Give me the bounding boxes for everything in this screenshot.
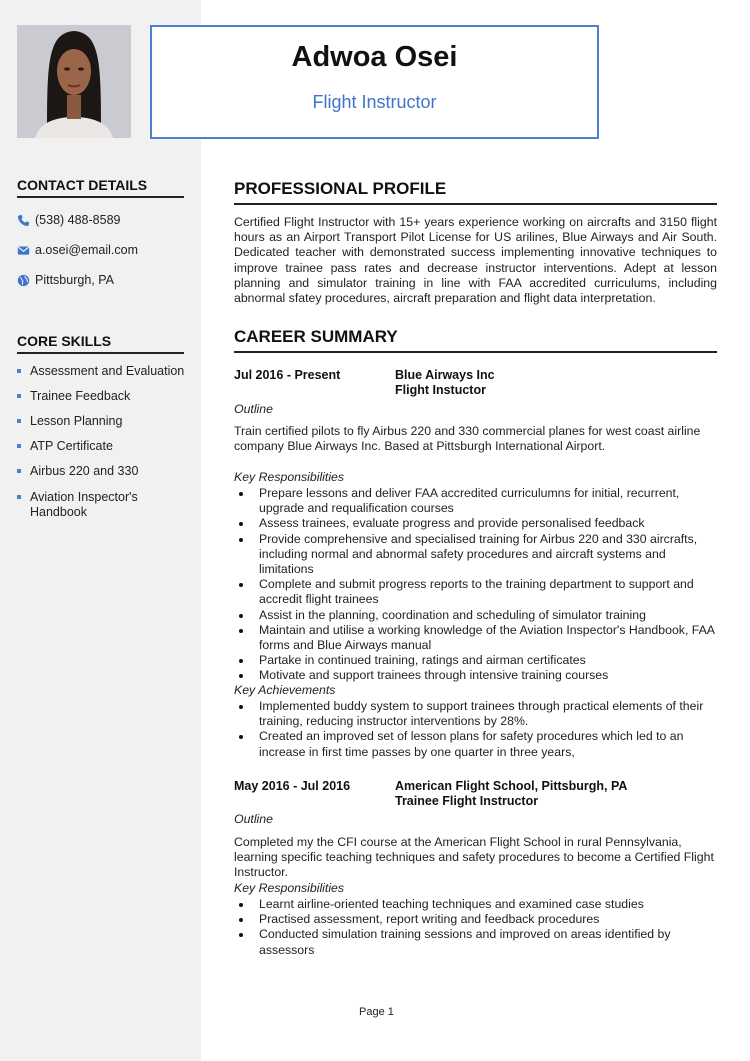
list-item: Practised assessment, report writing and feedback procedures: [234, 912, 717, 927]
globe-icon: [17, 274, 30, 287]
header-box: [150, 25, 599, 139]
job-company-role: [395, 779, 627, 809]
job-outline: Completed my the CFI course at the American Flight School in rural Pennsylvania, learning specific teaching techniques and safety procedures to become a Certified Flight Instructor.: [234, 835, 714, 880]
sidebar: [0, 0, 201, 1061]
responsibilities-label: Key Responsibilities: [234, 881, 345, 895]
achievements-label: Key Achievements: [234, 683, 336, 697]
email-link[interactable]: a.osei@email.com: [35, 243, 139, 257]
profile-heading: PROFESSIONAL PROFILE: [234, 179, 717, 205]
list-item: Assess trainees, evaluate progress and provide personalised feedback: [234, 516, 717, 531]
responsibilities-list: [234, 897, 717, 958]
job-outline: Train certified pilots to fly Airbus 220 and 330 commercial planes for west coast airline company Blue Airways Inc. Based at Pittsburgh International Airport.: [234, 424, 701, 454]
location-text: Pittsburgh, PA: [35, 273, 114, 287]
job-dates: May 2016 - Jul 2016: [234, 779, 351, 793]
skill-item: Assessment and Evaluation: [17, 364, 187, 379]
skill-item: Trainee Feedback: [17, 389, 187, 404]
bullet-icon: [17, 394, 21, 398]
skill-item: Airbus 220 and 330: [17, 464, 187, 479]
email-icon: [17, 244, 30, 257]
contact-phone: [17, 213, 120, 227]
page-number: Page 1: [359, 1006, 394, 1018]
list-item: Implemented buddy system to support trainees through practical elements of their training, reducing instructor interventions by 28%.: [234, 699, 717, 729]
job-title: Flight Instructor: [312, 92, 437, 112]
bullet-icon: [17, 419, 21, 423]
contact-email: [17, 243, 138, 257]
bullet-icon: [17, 469, 21, 473]
outline-label: Outline: [234, 402, 273, 416]
list-item: Learnt airline-oriented teaching techniques and examined case studies: [234, 897, 717, 912]
job-role: Trainee Flight Instructor: [395, 794, 539, 809]
list-item: Partake in continued training, ratings and airman certificates: [234, 653, 717, 668]
outline-label: Outline: [234, 812, 273, 826]
contact-location: [17, 273, 114, 287]
achievements-list: [234, 699, 717, 760]
bullet-icon: [17, 495, 21, 499]
profile-text: Certified Flight Instructor with 15+ years experience working on aircrafts and 3150 flight hours as an Airport Transport Pilot License for US arilines, Blue Airways and Air South. Dedicated teacher with demonstrated success implementing innovative techniques to improve trainee pass rates and decrease instructor interventions. Adept at lesson planning and simulator training in line with FAA accredited curriculums, including abnormal sfatey procedures, aircraft preparation and flight data interpretation.: [234, 215, 717, 306]
candidate-name: Adwoa Osei: [291, 41, 458, 73]
career-heading: CAREER SUMMARY: [234, 327, 717, 353]
skill-item: Lesson Planning: [17, 414, 187, 429]
list-item: Provide comprehensive and specialised training for Airbus 220 and 330 aircrafts, including normal and abnormal safety procedures and aircraft systems and limitations: [234, 532, 717, 578]
list-item: Prepare lessons and deliver FAA accredited curriculumns for initial, recurrent, upgrade and requalification courses: [234, 486, 717, 516]
job-role: Flight Instuctor: [395, 383, 486, 398]
profile-photo: [17, 25, 131, 138]
responsibilities-list: [234, 486, 717, 684]
list-item: Assist in the planning, coordination and scheduling of simulator training: [234, 608, 717, 623]
contact-heading: CONTACT DETAILS: [17, 177, 184, 198]
skill-item: Aviation Inspector's Handbook: [17, 490, 147, 520]
job-company: Blue Airways Inc: [395, 368, 495, 382]
job-dates: Jul 2016 - Present: [234, 368, 341, 382]
skill-item: ATP Certificate: [17, 439, 187, 454]
bullet-icon: [17, 369, 21, 373]
responsibilities-label: Key Responsibilities: [234, 470, 345, 484]
list-item: Conducted simulation training sessions and improved on areas identified by assessors: [234, 927, 717, 957]
list-item: Motivate and support trainees through intensive training courses: [234, 668, 717, 683]
phone-icon: [17, 214, 30, 227]
job-company: American Flight School, Pittsburgh, PA: [395, 779, 628, 793]
phone-link[interactable]: (538) 488-8589: [35, 213, 121, 227]
list-item: Complete and submit progress reports to the training department to support and accredit flight trainees: [234, 577, 717, 607]
job-company-role: [395, 368, 495, 398]
skills-heading: CORE SKILLS: [17, 333, 184, 354]
list-item: Created an improved set of lesson plans for safety procedures which led to an increase in first time passes by one quarter in three years,: [234, 729, 717, 759]
bullet-icon: [17, 444, 21, 448]
list-item: Maintain and utilise a working knowledge of the Aviation Inspector's Handbook, FAA forms and Blue Airways manual: [234, 623, 717, 653]
